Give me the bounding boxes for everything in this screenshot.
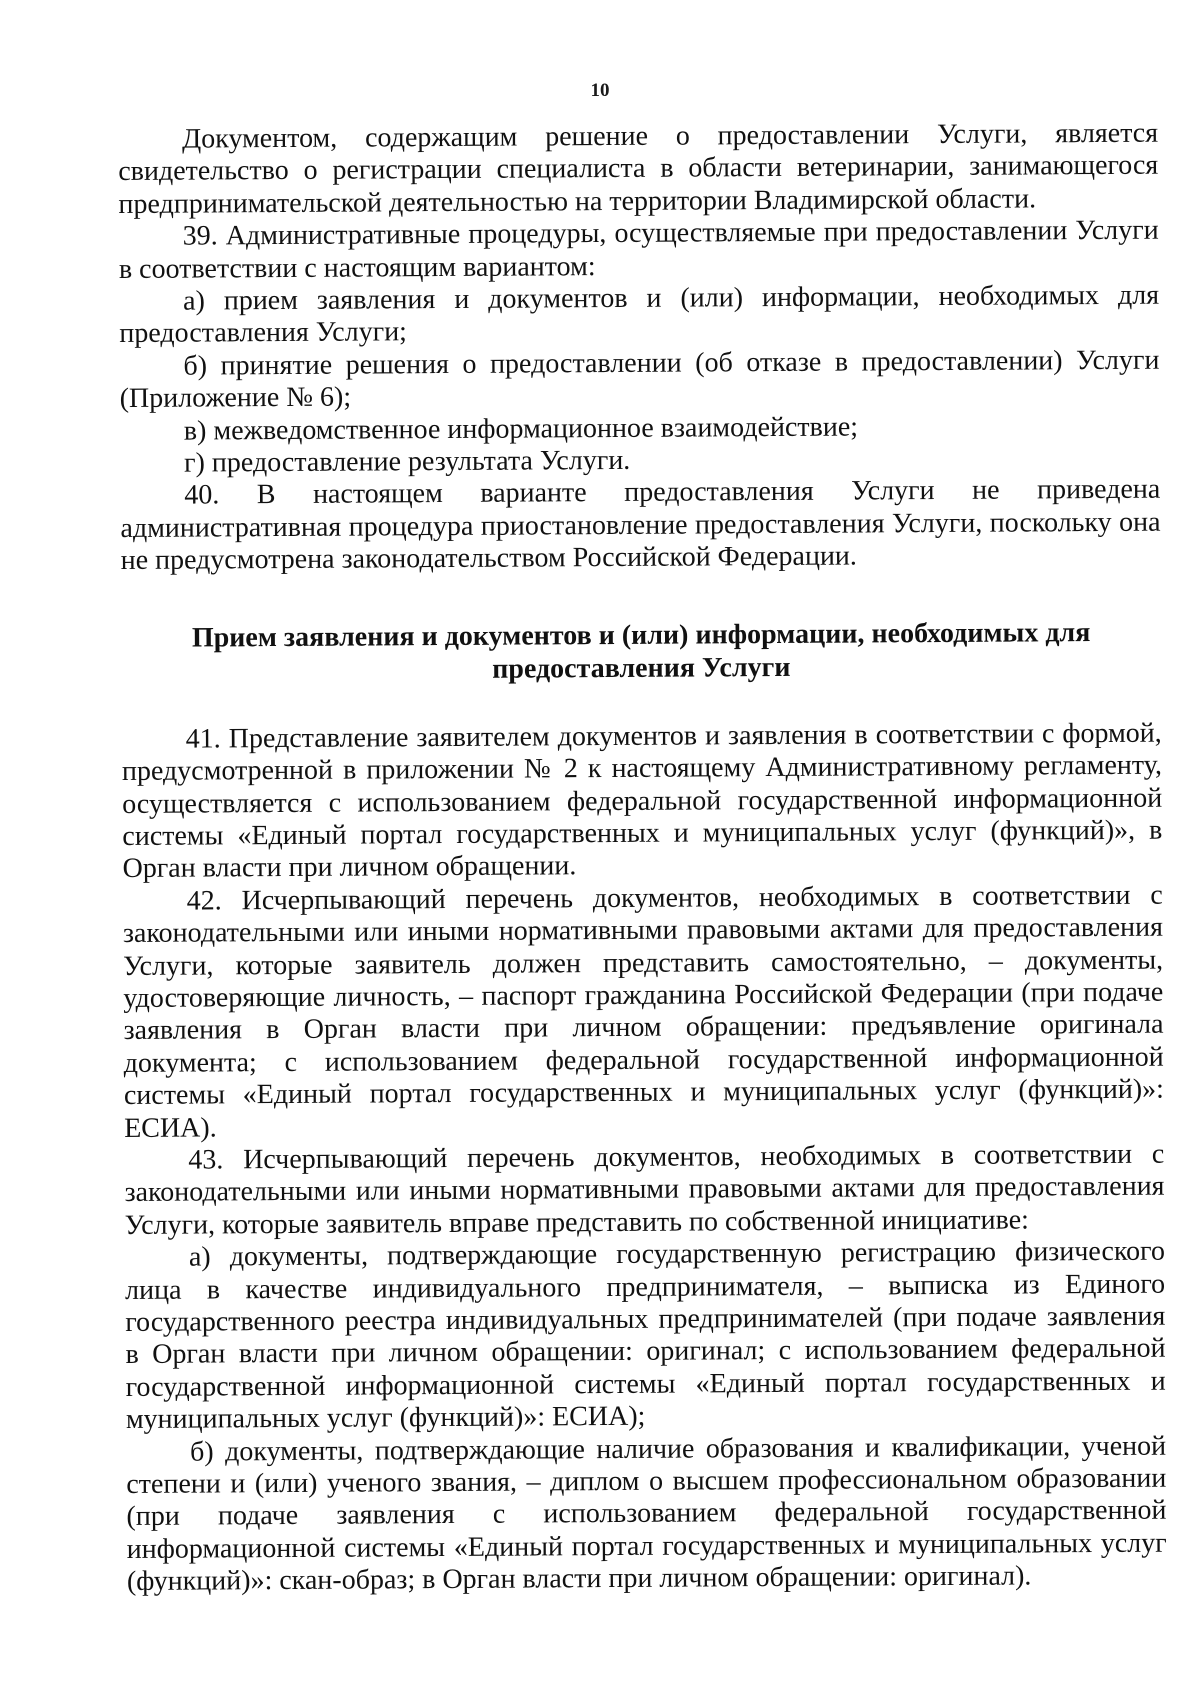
paragraph-item-43: 43. Исчерпывающий перечень документов, необходимых в соответствии с законодательными или иными нормативными правовыми актами для предоставления Услуги, которые заявитель вправе представить по собственной инициативе: bbox=[124, 1138, 1165, 1241]
list-item-43-a: а) документы, подтверждающие государственную регистрацию физического лица в качестве индивидуального предпринимателя, – выписка из Единого государственного реестра индивидуальных предпринимателей (при подаче заявления в Орган власти при личном обращении: оригинал; с использованием федеральной государственной информационной системы «Единый портал государственных и муниципальных услуг (функций)»: ЕСИА); bbox=[125, 1235, 1166, 1436]
paragraph-item-39: 39. Административные процедуры, осуществляемые при предоставлении Услуги в соответствии с настоящим вариантом: bbox=[118, 214, 1159, 285]
paragraph-item-42: 42. Исчерпывающий перечень документов, необходимых в соответствии с законодательными или иными нормативными правовыми актами для предоставления Услуги, которые заявитель должен представить самостоятельно, – документы, удостоверяющие личность, – паспорт гражданина Российской Федерации (при подаче заявления в Орган власти при личном обращении: предъявление оригинала документа; с использованием федеральной государственной информационной системы «Единый портал государственных и муниципальных услуг (функций)»: ЕСИА). bbox=[122, 879, 1165, 1144]
list-item-g: г) предоставление результата Услуги. bbox=[183, 444, 631, 479]
list-item-v: в) межведомственное информационное взаимодействие; bbox=[183, 411, 859, 447]
document-body bbox=[118, 118, 1167, 1599]
paragraph-item-41: 41. Представление заявителем документов и заявления в соответствии с формой, предусмотренной в приложении № 2 к настоящему Административному регламенту, осуществляется с использованием федеральной государственной информационной системы «Единый портал государственных и муниципальных услуг (функций)», в Орган власти при личном обращении. bbox=[121, 717, 1163, 885]
paragraph-item-40: 40. В настоящем варианте предоставления Услуги не приведена административная процедура приостановление предоставления Услуги, поскольку она не предусмотрена законодательством Российской Федерации. bbox=[120, 474, 1161, 577]
list-item-b: б) принятие решения о предоставлении (об отказе в предоставлении) Услуги (Приложение № 6); bbox=[119, 344, 1160, 415]
page-number: 10 bbox=[590, 80, 610, 101]
list-item-a: а) прием заявления и документов и (или) информации, необходимых для предоставления Услуги; bbox=[119, 279, 1160, 350]
section-heading: Прием заявления и документов и (или) информации, необходимых для предоставления Услуги bbox=[191, 616, 1091, 685]
paragraph-result-document: Документом, содержащим решение о предоставлении Услуги, является свидетельство о регистрации специалиста в области ветеринарии, занимающегося предпринимательской деятельностью на территории Владимирской области. bbox=[118, 117, 1159, 220]
list-item-43-b: б) документы, подтверждающие наличие образования и квалификации, ученой степени и (или) ученого звания, – диплом о высшем профессиональном образовании (при подаче заявления с использованием федеральной государственной информационной системы «Единый портал государственных и муниципальных услуг (функций)»: скан-образ; в Орган власти при личном обращении: оригинал). bbox=[126, 1430, 1167, 1598]
